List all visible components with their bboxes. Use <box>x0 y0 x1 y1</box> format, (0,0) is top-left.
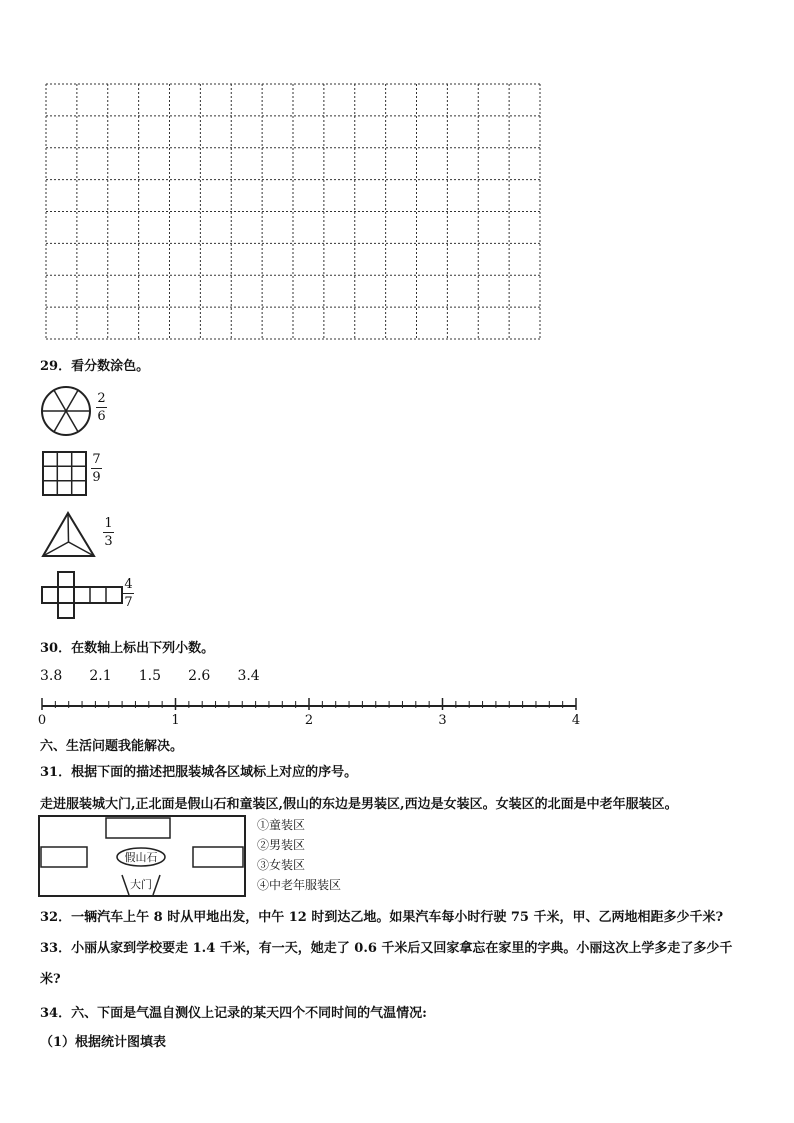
q32-text: 32．一辆汽车上午 8 时从甲地出发，中午 12 时到达乙地。如果汽车每小时行驶 75 千米，甲、乙两地相距多少千米? <box>40 910 724 925</box>
legend-item: ②男装区 <box>257 838 306 852</box>
fraction-triangle: 1 3 <box>104 516 113 549</box>
decimal-list <box>40 665 282 684</box>
section6-title: 六、生活问题我能解决。 <box>40 739 184 754</box>
decimal-item: 3.4 <box>237 668 260 684</box>
q31-description: 走进服装城大门,正北面是假山石和童装区,假山的东边是男装区,西边是女装区。女装区的北面是中老年服装区。 <box>40 797 678 812</box>
fraction-cross: 4 7 <box>124 577 133 610</box>
axis-label: 3 <box>438 713 447 728</box>
square-grid-figure <box>41 450 89 498</box>
decimal-item: 2.6 <box>188 668 211 684</box>
q34-title: 34．六、下面是气温自测仪上记录的某天四个不同时间的气温情况: <box>40 1006 427 1021</box>
legend-item: ④中老年服装区 <box>257 878 342 892</box>
q33-line1: 33．小丽从家到学校要走 1.4 千米，有一天，她走了 0.6 千米后又回家拿忘在家里的字典。小丽这次上学多走了多少千 <box>40 941 733 956</box>
triangle-figure <box>40 510 98 560</box>
axis-label: 2 <box>304 713 314 728</box>
axis-label: 1 <box>171 713 180 728</box>
axis-label: 0 <box>37 713 47 728</box>
number-line <box>36 694 584 728</box>
dashed-grid <box>44 82 542 341</box>
q33-line2: 米? <box>40 972 61 987</box>
decimal-item: 1.5 <box>138 668 161 684</box>
q34-sub1: （1）根据统计图填表 <box>40 1035 167 1050</box>
axis-label: 4 <box>571 713 581 728</box>
rock-label: 假山石 <box>124 851 158 864</box>
circle-figure <box>40 385 94 439</box>
legend-item: ①童装区 <box>257 818 306 832</box>
q29-title: 29．看分数涂色。 <box>40 359 150 374</box>
decimal-item: 3.8 <box>40 668 63 684</box>
q30-title: 30．在数轴上标出下列小数。 <box>40 641 215 656</box>
decimal-item: 2.1 <box>89 668 112 684</box>
q31-title: 31．根据下面的描述把服装城各区域标上对应的序号。 <box>40 765 358 780</box>
cross-net-figure <box>40 570 124 620</box>
fraction-circle: 2 6 <box>97 391 106 424</box>
gate-label: 大门 <box>130 878 152 891</box>
legend-item: ③女装区 <box>257 858 306 872</box>
fraction-square: 7 9 <box>92 452 101 485</box>
clothing-city-map <box>38 815 250 899</box>
legend <box>257 815 341 895</box>
